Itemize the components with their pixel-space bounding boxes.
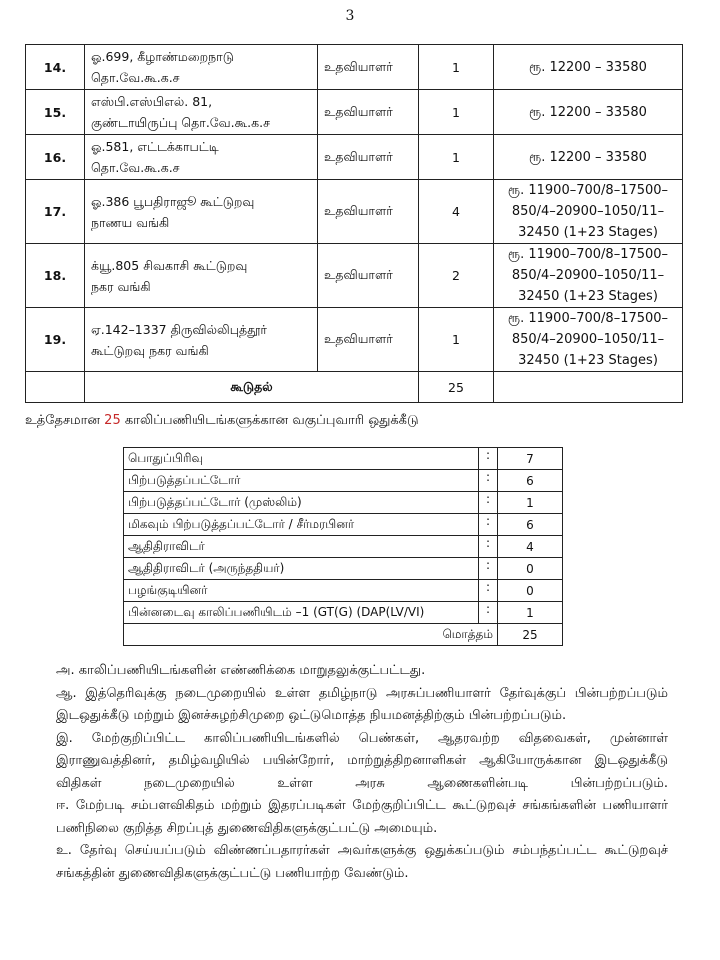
reservation-row bbox=[124, 602, 563, 624]
category-name: ஆதிதிராவிடர் (அருந்ததியர்) bbox=[124, 558, 479, 580]
post-name: உதவியாளர் bbox=[318, 180, 419, 244]
total-empty-cell bbox=[26, 372, 85, 403]
post-name: உதவியாளர் bbox=[318, 244, 419, 308]
society-name-cell bbox=[85, 180, 318, 244]
pay-scale-cell bbox=[494, 135, 683, 180]
category-count: 6 bbox=[498, 470, 563, 492]
category-name: பிற்படுத்தப்பட்டோர் (முஸ்லிம்) bbox=[124, 492, 479, 514]
reservation-row bbox=[124, 470, 563, 492]
pay-scale-cell bbox=[494, 244, 683, 308]
note-b: ஆ. இத்தெரிவுக்கு நடைமுறையில் உள்ள தமிழ்நாடு அரசுப்பணியாளர் தேர்வுக்குப் பின்பற்றப்படும் இடஒதுக்கீடு மற்றும் இனச்சுழற்சிமுறை ஒட்டுமொத்த நியமனத்திற்கும் பின்பற்றப்படும். bbox=[56, 685, 668, 723]
post-name: உதவியாளர் bbox=[318, 45, 419, 90]
row-number: 14. bbox=[26, 45, 85, 90]
society-name-line: ஓ.699, கீழாண்மறைநாடு bbox=[91, 49, 234, 64]
vacancy-count: 1 bbox=[419, 90, 494, 135]
post-name: உதவியாளர் bbox=[318, 90, 419, 135]
table-row bbox=[26, 90, 683, 135]
category-name: மிகவும் பிற்படுத்தப்பட்டோர் / சீர்மரபினர் bbox=[124, 514, 479, 536]
pay-scale-line: ரூ. 11900–700/8–17500– bbox=[507, 247, 669, 262]
category-colon: : bbox=[479, 580, 498, 602]
category-colon: : bbox=[479, 448, 498, 470]
category-name: பிற்படுத்தப்பட்டோர் bbox=[124, 470, 479, 492]
reservation-title-suffix: காலிப்பணியிடங்களுக்கான வகுப்புவாரி ஒதுக்கீடு bbox=[124, 413, 419, 428]
category-colon: : bbox=[479, 558, 498, 580]
post-name: உதவியாளர் bbox=[318, 308, 419, 372]
table-row bbox=[26, 45, 683, 90]
reservation-row bbox=[124, 558, 563, 580]
vacancy-count: 4 bbox=[419, 180, 494, 244]
pay-scale-line: 32450 (1+23 Stages) bbox=[518, 225, 658, 240]
pay-scale-line: ரூ. 12200 – 33580 bbox=[529, 59, 647, 75]
category-name: பொதுப்பிரிவு bbox=[124, 448, 479, 470]
page-number: 3 bbox=[345, 8, 355, 24]
category-colon: : bbox=[479, 492, 498, 514]
category-colon: : bbox=[479, 536, 498, 558]
category-count: 1 bbox=[498, 492, 563, 514]
reservation-row bbox=[124, 448, 563, 470]
total-pay-empty-cell bbox=[494, 372, 683, 403]
row-number: 18. bbox=[26, 244, 85, 308]
society-name-cell bbox=[85, 45, 318, 90]
table-row bbox=[26, 180, 683, 244]
society-name-line: க்யூ.805 சிவகாசி கூட்டுறவு bbox=[91, 257, 248, 273]
reservation-total-label: மொத்தம் bbox=[124, 624, 498, 646]
society-name-cell bbox=[85, 244, 318, 308]
pay-scale-line: 850/4–20900–1050/11– bbox=[511, 268, 665, 283]
note-c: இ. மேற்குறிப்பிட்ட காலிப்பணியிடங்களில் பெண்கள், ஆதரவற்ற விதவைகள், முன்னாள் இராணுவத்தினர், தமிழ்வழியில் பயின்றோர், மாற்றுத்திறனாளிகள் ஆகியோருக்கான இடஒதுக்கீடு விதிகள் நடைமுறையில் உள்ள அரசு ஆணைகளின்படி பின்பற்றப்படும். bbox=[56, 730, 668, 791]
society-name-line: ஏ.142–1337 திருவில்லிபுத்தூர் bbox=[91, 321, 267, 337]
society-name-cell bbox=[85, 90, 318, 135]
reservation-row bbox=[124, 492, 563, 514]
society-name-line: எஸ்பி.எஸ்பிஎல். 81, bbox=[91, 94, 213, 109]
pay-scale-cell bbox=[494, 180, 683, 244]
society-name-cell bbox=[85, 135, 318, 180]
pay-scale-line: ரூ. 11900–700/8–17500– bbox=[507, 311, 669, 326]
category-count: 7 bbox=[498, 448, 563, 470]
society-name-line: குண்டாயிருப்பு தொ.வே.கூ.க.ச bbox=[91, 115, 270, 130]
society-name-line: நகர வங்கி bbox=[91, 278, 151, 294]
row-number: 19. bbox=[26, 308, 85, 372]
vacancy-count: 1 bbox=[419, 135, 494, 180]
note-d: ஈ. மேற்படி சம்பளவிகிதம் மற்றும் இதரப்படிகள் மேற்குறிப்பிட்ட கூட்டுறவுச் சங்கங்களின் பணியாளர் பணிநிலை குறித்த சிறப்புத் துணைவிதிகளுக்குட்பட்டு அமையும். bbox=[56, 798, 668, 836]
society-name-line: ஓ.581, எட்டக்காபட்டி bbox=[91, 139, 219, 154]
reservation-row bbox=[124, 514, 563, 536]
post-name: உதவியாளர் bbox=[318, 135, 419, 180]
pay-scale-cell bbox=[494, 308, 683, 372]
category-colon: : bbox=[479, 602, 498, 624]
notes-section bbox=[56, 660, 668, 885]
category-colon: : bbox=[479, 470, 498, 492]
society-name-line: தொ.வே.கூ.க.ச bbox=[91, 70, 180, 85]
row-number: 16. bbox=[26, 135, 85, 180]
pay-scale-line: 32450 (1+23 Stages) bbox=[518, 289, 658, 304]
reservation-table-body bbox=[124, 448, 563, 646]
society-name-line: கூட்டுறவு நகர வங்கி bbox=[91, 342, 209, 358]
pay-scale-cell bbox=[494, 90, 683, 135]
reservation-row bbox=[124, 580, 563, 602]
table-row bbox=[26, 135, 683, 180]
category-count: 6 bbox=[498, 514, 563, 536]
pay-scale-line: ரூ. 12200 – 33580 bbox=[529, 104, 647, 120]
society-name-cell bbox=[85, 308, 318, 372]
table-row bbox=[26, 244, 683, 308]
vacancy-table-body bbox=[26, 45, 683, 403]
row-number: 15. bbox=[26, 90, 85, 135]
pay-scale-line: ரூ. 11900–700/8–17500– bbox=[507, 183, 669, 198]
vacancy-count: 1 bbox=[419, 308, 494, 372]
category-name: பின்னடைவு காலிப்பணியிடம் –1 (GT(G) (DAP(LV/VI) bbox=[124, 602, 479, 624]
note-a: அ. காலிப்பணியிடங்களின் எண்ணிக்கை மாறுதலுக்குட்பட்டது. bbox=[56, 663, 426, 678]
society-name-line: நாணய வங்கி bbox=[91, 214, 170, 230]
vacancy-table bbox=[25, 44, 683, 403]
pay-scale-line: 850/4–20900–1050/11– bbox=[511, 332, 665, 347]
reservation-total-value: 25 bbox=[498, 624, 563, 646]
reservation-title-number: 25 bbox=[104, 413, 121, 428]
society-name-line: தொ.வே.கூ.க.ச bbox=[91, 160, 180, 175]
reservation-title bbox=[25, 413, 685, 429]
total-row bbox=[26, 372, 683, 403]
reservation-table bbox=[123, 447, 563, 646]
pay-scale-cell bbox=[494, 45, 683, 90]
category-colon: : bbox=[479, 514, 498, 536]
category-count: 0 bbox=[498, 580, 563, 602]
reservation-total-row bbox=[124, 624, 563, 646]
reservation-row bbox=[124, 536, 563, 558]
table-row bbox=[26, 308, 683, 372]
category-count: 1 bbox=[498, 602, 563, 624]
category-name: பழங்குடியினர் bbox=[124, 580, 479, 602]
pay-scale-line: 32450 (1+23 Stages) bbox=[518, 353, 658, 368]
row-number: 17. bbox=[26, 180, 85, 244]
category-count: 0 bbox=[498, 558, 563, 580]
total-value: 25 bbox=[419, 372, 494, 403]
category-name: ஆதிதிராவிடர் bbox=[124, 536, 479, 558]
society-name-line: ஓ.386 பூபதிராஜூ கூட்டுறவு bbox=[91, 193, 255, 209]
vacancy-count: 2 bbox=[419, 244, 494, 308]
pay-scale-line: 850/4–20900–1050/11– bbox=[511, 204, 665, 219]
reservation-title-prefix: உத்தேசமான bbox=[25, 413, 101, 428]
total-label: கூடுதல் bbox=[85, 372, 419, 403]
category-count: 4 bbox=[498, 536, 563, 558]
pay-scale-line: ரூ. 12200 – 33580 bbox=[529, 149, 647, 165]
vacancy-count: 1 bbox=[419, 45, 494, 90]
note-e: உ. தேர்வு செய்யப்படும் விண்ணப்பதாரர்கள் அவர்களுக்கு ஒதுக்கப்படும் சம்பந்தப்பட்ட கூட்டுறவுச் சங்கத்தின் துணைவிதிகளுக்குட்பட்டு பணியாற்ற வேண்டும். bbox=[56, 843, 668, 881]
